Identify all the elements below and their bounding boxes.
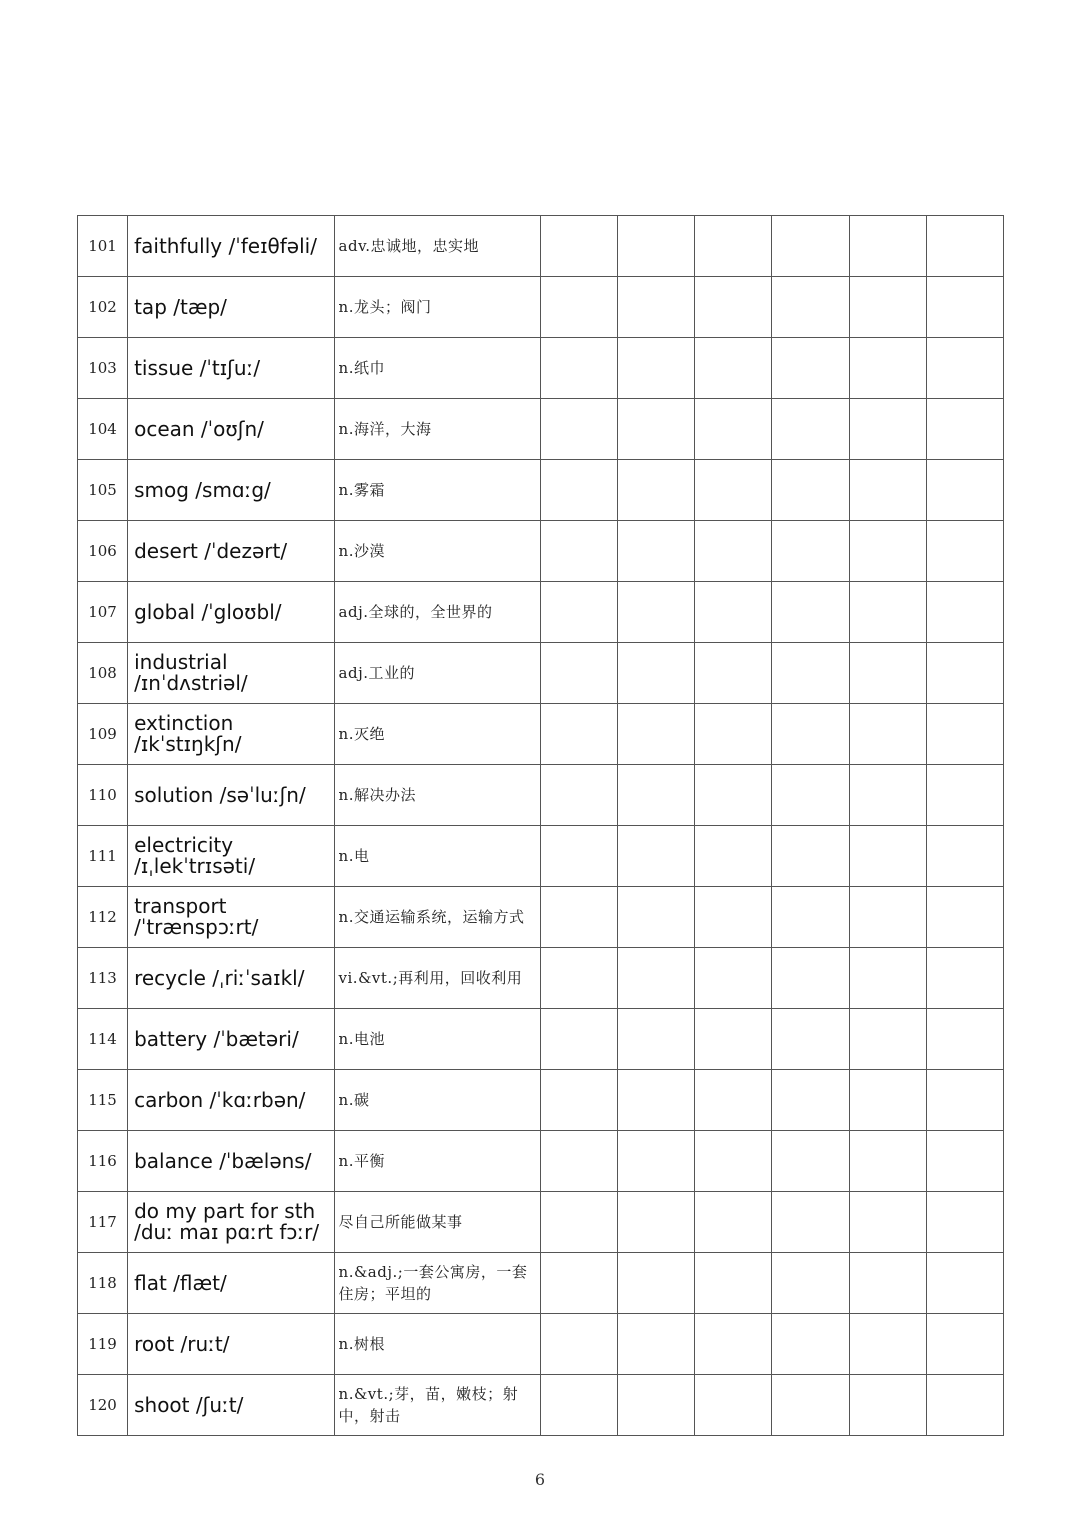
practice-cell bbox=[926, 399, 1003, 460]
table-row bbox=[78, 948, 1004, 1009]
row-number: 110 bbox=[78, 765, 128, 826]
table-row bbox=[78, 1314, 1004, 1375]
practice-cell bbox=[926, 887, 1003, 948]
practice-cell bbox=[849, 826, 926, 887]
practice-cell bbox=[618, 948, 695, 1009]
word-meaning: n.解决办法 bbox=[334, 765, 540, 826]
practice-cell bbox=[772, 948, 849, 1009]
practice-cell bbox=[540, 1375, 617, 1436]
row-number: 115 bbox=[78, 1070, 128, 1131]
practice-cell bbox=[695, 704, 772, 765]
row-number: 109 bbox=[78, 704, 128, 765]
word-meaning: n.交通运输系统，运输方式 bbox=[334, 887, 540, 948]
practice-cell bbox=[772, 826, 849, 887]
practice-cell bbox=[695, 460, 772, 521]
word-meaning: n.沙漠 bbox=[334, 521, 540, 582]
table-row bbox=[78, 1253, 1004, 1314]
practice-cell bbox=[926, 704, 1003, 765]
table-row bbox=[78, 765, 1004, 826]
practice-cell bbox=[618, 1131, 695, 1192]
practice-cell bbox=[926, 338, 1003, 399]
practice-cell bbox=[540, 643, 617, 704]
vocabulary-table bbox=[77, 215, 1004, 1436]
practice-cell bbox=[618, 1314, 695, 1375]
practice-cell bbox=[772, 1009, 849, 1070]
practice-cell bbox=[772, 643, 849, 704]
practice-cell bbox=[695, 216, 772, 277]
word-phonetic: transport /ˈtrænspɔːrt/ bbox=[128, 887, 334, 948]
practice-cell bbox=[926, 1131, 1003, 1192]
practice-cell bbox=[695, 1192, 772, 1253]
table-row bbox=[78, 826, 1004, 887]
practice-cell bbox=[540, 460, 617, 521]
practice-cell bbox=[849, 1192, 926, 1253]
practice-cell bbox=[772, 216, 849, 277]
practice-cell bbox=[540, 1253, 617, 1314]
word-phonetic: balance /ˈbæləns/ bbox=[128, 1131, 334, 1192]
practice-cell bbox=[849, 1009, 926, 1070]
practice-cell bbox=[849, 1253, 926, 1314]
practice-cell bbox=[618, 1253, 695, 1314]
practice-cell bbox=[618, 399, 695, 460]
practice-cell bbox=[695, 277, 772, 338]
word-meaning: n.纸巾 bbox=[334, 338, 540, 399]
table-row bbox=[78, 582, 1004, 643]
row-number: 102 bbox=[78, 277, 128, 338]
practice-cell bbox=[540, 521, 617, 582]
practice-cell bbox=[618, 521, 695, 582]
practice-cell bbox=[926, 521, 1003, 582]
practice-cell bbox=[695, 765, 772, 826]
row-number: 113 bbox=[78, 948, 128, 1009]
row-number: 114 bbox=[78, 1009, 128, 1070]
practice-cell bbox=[849, 1314, 926, 1375]
word-meaning: n.灭绝 bbox=[334, 704, 540, 765]
practice-cell bbox=[849, 277, 926, 338]
word-meaning: adj.全球的，全世界的 bbox=[334, 582, 540, 643]
word-phonetic: electricity /ɪˌlekˈtrɪsəti/ bbox=[128, 826, 334, 887]
practice-cell bbox=[926, 1009, 1003, 1070]
practice-cell bbox=[926, 460, 1003, 521]
word-phonetic: recycle /ˌriːˈsaɪkl/ bbox=[128, 948, 334, 1009]
practice-cell bbox=[849, 887, 926, 948]
practice-cell bbox=[695, 582, 772, 643]
row-number: 112 bbox=[78, 887, 128, 948]
practice-cell bbox=[618, 765, 695, 826]
row-number: 104 bbox=[78, 399, 128, 460]
word-phonetic: flat /flæt/ bbox=[128, 1253, 334, 1314]
practice-cell bbox=[772, 1131, 849, 1192]
word-meaning: adv.忠诚地，忠实地 bbox=[334, 216, 540, 277]
practice-cell bbox=[849, 1070, 926, 1131]
row-number: 101 bbox=[78, 216, 128, 277]
table-row bbox=[78, 1070, 1004, 1131]
practice-cell bbox=[618, 216, 695, 277]
practice-cell bbox=[540, 1131, 617, 1192]
table-row bbox=[78, 887, 1004, 948]
practice-cell bbox=[772, 521, 849, 582]
table-row bbox=[78, 1131, 1004, 1192]
page-number: 6 bbox=[534, 1470, 546, 1489]
table-row bbox=[78, 1375, 1004, 1436]
row-number: 116 bbox=[78, 1131, 128, 1192]
practice-cell bbox=[849, 460, 926, 521]
practice-cell bbox=[772, 1070, 849, 1131]
practice-cell bbox=[540, 1192, 617, 1253]
practice-cell bbox=[926, 277, 1003, 338]
practice-cell bbox=[772, 887, 849, 948]
word-phonetic: carbon /ˈkɑːrbən/ bbox=[128, 1070, 334, 1131]
practice-cell bbox=[926, 1314, 1003, 1375]
practice-cell bbox=[618, 277, 695, 338]
practice-cell bbox=[540, 582, 617, 643]
word-meaning: n.平衡 bbox=[334, 1131, 540, 1192]
practice-cell bbox=[926, 216, 1003, 277]
practice-cell bbox=[772, 1375, 849, 1436]
practice-cell bbox=[849, 521, 926, 582]
practice-cell bbox=[618, 338, 695, 399]
practice-cell bbox=[695, 1070, 772, 1131]
practice-cell bbox=[695, 1314, 772, 1375]
practice-cell bbox=[540, 765, 617, 826]
practice-cell bbox=[618, 1009, 695, 1070]
table-row bbox=[78, 704, 1004, 765]
practice-cell bbox=[618, 826, 695, 887]
word-meaning: n.&adj.;一套公寓房，一套住房；平坦的 bbox=[334, 1253, 540, 1314]
practice-cell bbox=[695, 887, 772, 948]
word-phonetic: industrial /ɪnˈdʌstriəl/ bbox=[128, 643, 334, 704]
word-meaning: adj.工业的 bbox=[334, 643, 540, 704]
table-row bbox=[78, 1192, 1004, 1253]
word-phonetic: desert /ˈdezərt/ bbox=[128, 521, 334, 582]
word-meaning: n.碳 bbox=[334, 1070, 540, 1131]
practice-cell bbox=[926, 582, 1003, 643]
practice-cell bbox=[540, 338, 617, 399]
practice-cell bbox=[540, 216, 617, 277]
practice-cell bbox=[772, 704, 849, 765]
practice-cell bbox=[695, 826, 772, 887]
word-phonetic: root /ruːt/ bbox=[128, 1314, 334, 1375]
word-phonetic: smog /smɑːg/ bbox=[128, 460, 334, 521]
row-number: 120 bbox=[78, 1375, 128, 1436]
word-meaning: n.龙头；阀门 bbox=[334, 277, 540, 338]
practice-cell bbox=[695, 399, 772, 460]
word-phonetic: ocean /ˈoʊʃn/ bbox=[128, 399, 334, 460]
practice-cell bbox=[772, 765, 849, 826]
row-number: 118 bbox=[78, 1253, 128, 1314]
row-number: 106 bbox=[78, 521, 128, 582]
word-phonetic: battery /ˈbætəri/ bbox=[128, 1009, 334, 1070]
table-row bbox=[78, 277, 1004, 338]
practice-cell bbox=[926, 765, 1003, 826]
practice-cell bbox=[695, 338, 772, 399]
table-row bbox=[78, 521, 1004, 582]
word-phonetic: tap /tæp/ bbox=[128, 277, 334, 338]
practice-cell bbox=[926, 826, 1003, 887]
table-row bbox=[78, 216, 1004, 277]
word-meaning: vi.&vt.;再利用，回收利用 bbox=[334, 948, 540, 1009]
word-meaning: n.雾霜 bbox=[334, 460, 540, 521]
row-number: 103 bbox=[78, 338, 128, 399]
practice-cell bbox=[540, 1009, 617, 1070]
practice-cell bbox=[849, 1131, 926, 1192]
practice-cell bbox=[849, 338, 926, 399]
table-row bbox=[78, 460, 1004, 521]
practice-cell bbox=[618, 1070, 695, 1131]
row-number: 107 bbox=[78, 582, 128, 643]
practice-cell bbox=[695, 1253, 772, 1314]
practice-cell bbox=[540, 704, 617, 765]
word-meaning: n.海洋，大海 bbox=[334, 399, 540, 460]
word-phonetic: tissue /ˈtɪʃuː/ bbox=[128, 338, 334, 399]
word-phonetic: shoot /ʃuːt/ bbox=[128, 1375, 334, 1436]
practice-cell bbox=[772, 1192, 849, 1253]
table-row bbox=[78, 399, 1004, 460]
practice-cell bbox=[926, 643, 1003, 704]
practice-cell bbox=[695, 1131, 772, 1192]
row-number: 108 bbox=[78, 643, 128, 704]
vocabulary-table-body bbox=[78, 216, 1004, 1436]
practice-cell bbox=[772, 1314, 849, 1375]
practice-cell bbox=[540, 948, 617, 1009]
word-phonetic: solution /səˈluːʃn/ bbox=[128, 765, 334, 826]
practice-cell bbox=[926, 1192, 1003, 1253]
practice-cell bbox=[618, 1192, 695, 1253]
practice-cell bbox=[926, 1375, 1003, 1436]
practice-cell bbox=[849, 216, 926, 277]
practice-cell bbox=[772, 399, 849, 460]
practice-cell bbox=[540, 399, 617, 460]
practice-cell bbox=[926, 948, 1003, 1009]
practice-cell bbox=[695, 948, 772, 1009]
word-meaning: n.电 bbox=[334, 826, 540, 887]
word-meaning: n.树根 bbox=[334, 1314, 540, 1375]
practice-cell bbox=[540, 826, 617, 887]
row-number: 111 bbox=[78, 826, 128, 887]
practice-cell bbox=[849, 948, 926, 1009]
word-meaning: n.电池 bbox=[334, 1009, 540, 1070]
practice-cell bbox=[618, 704, 695, 765]
word-phonetic: do my part for sth /duː maɪ pɑːrt fɔːr/ bbox=[128, 1192, 334, 1253]
practice-cell bbox=[772, 1253, 849, 1314]
word-meaning: 尽自己所能做某事 bbox=[334, 1192, 540, 1253]
practice-cell bbox=[772, 460, 849, 521]
practice-cell bbox=[618, 887, 695, 948]
row-number: 119 bbox=[78, 1314, 128, 1375]
practice-cell bbox=[849, 643, 926, 704]
word-meaning: n.&vt.;芽，苗，嫩枝；射中，射击 bbox=[334, 1375, 540, 1436]
practice-cell bbox=[695, 643, 772, 704]
practice-cell bbox=[849, 582, 926, 643]
row-number: 105 bbox=[78, 460, 128, 521]
practice-cell bbox=[772, 338, 849, 399]
practice-cell bbox=[849, 1375, 926, 1436]
practice-cell bbox=[540, 277, 617, 338]
table-row bbox=[78, 643, 1004, 704]
practice-cell bbox=[926, 1070, 1003, 1131]
word-phonetic: faithfully /ˈfeɪθfəli/ bbox=[128, 216, 334, 277]
practice-cell bbox=[618, 460, 695, 521]
practice-cell bbox=[618, 582, 695, 643]
practice-cell bbox=[849, 765, 926, 826]
practice-cell bbox=[540, 887, 617, 948]
table-row bbox=[78, 338, 1004, 399]
practice-cell bbox=[849, 704, 926, 765]
practice-cell bbox=[540, 1070, 617, 1131]
practice-cell bbox=[695, 521, 772, 582]
practice-cell bbox=[772, 582, 849, 643]
practice-cell bbox=[772, 277, 849, 338]
practice-cell bbox=[618, 1375, 695, 1436]
practice-cell bbox=[540, 1314, 617, 1375]
practice-cell bbox=[695, 1375, 772, 1436]
practice-cell bbox=[618, 643, 695, 704]
word-phonetic: global /ˈgloʊbl/ bbox=[128, 582, 334, 643]
practice-cell bbox=[926, 1253, 1003, 1314]
table-row bbox=[78, 1009, 1004, 1070]
practice-cell bbox=[849, 399, 926, 460]
practice-cell bbox=[695, 1009, 772, 1070]
word-phonetic: extinction /ɪkˈstɪŋkʃn/ bbox=[128, 704, 334, 765]
row-number: 117 bbox=[78, 1192, 128, 1253]
